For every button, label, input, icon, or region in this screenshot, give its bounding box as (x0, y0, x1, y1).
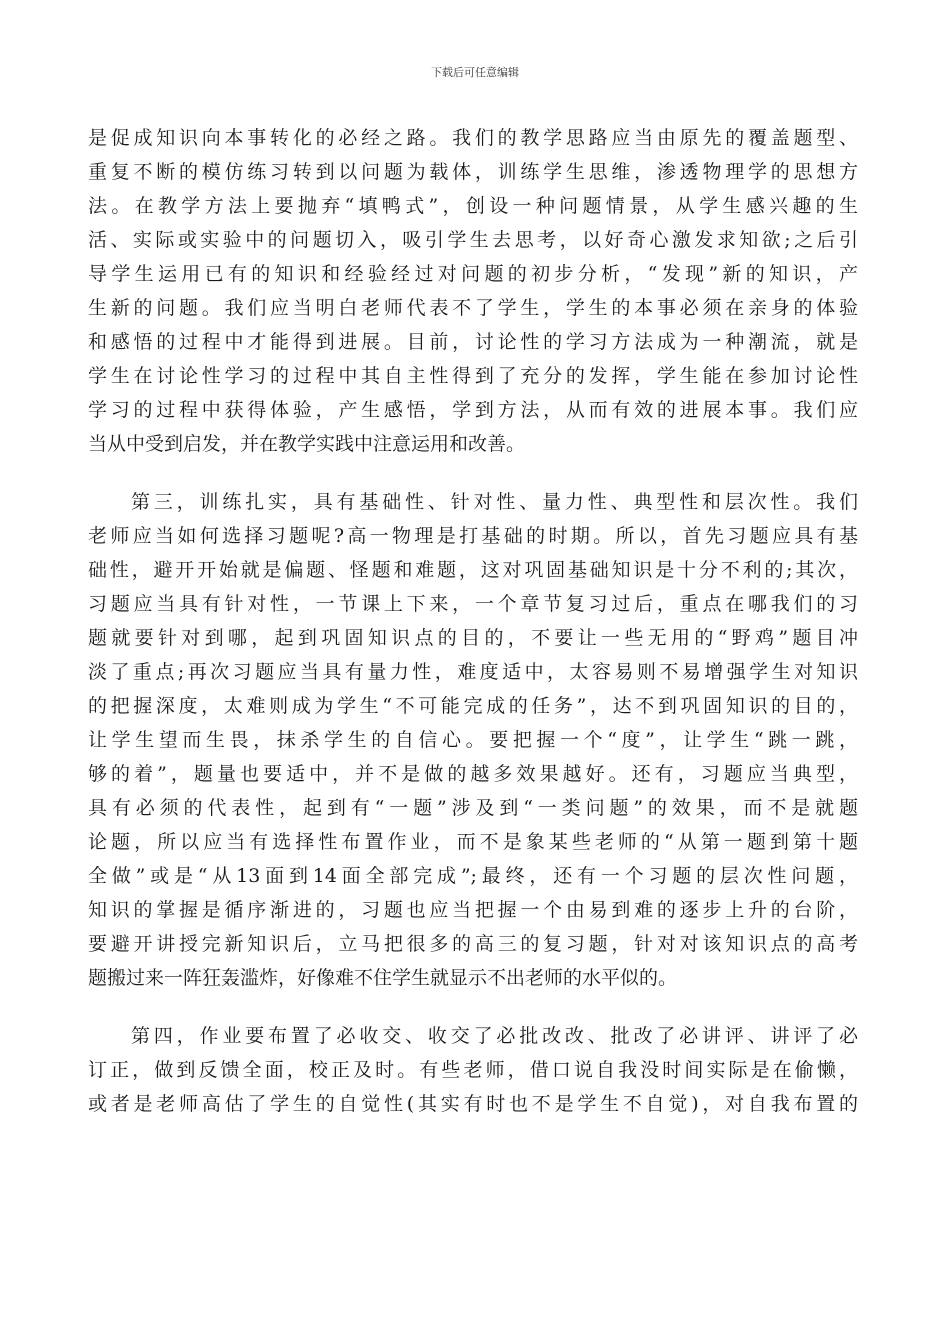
paragraph-3 (88, 1019, 858, 1121)
text-line: 题就要针对到哪，起到巩固知识点的目的，不要让一些无用的“野鸡”题目冲 (88, 627, 858, 649)
text-line: 是促成知识向本事转化的必经之路。我们的教学思路应当由原先的覆盖题型、 (88, 127, 858, 149)
text-line: 生新的问题。我们应当明白老师代表不了学生，学生的本事必须在亲身的体验 (88, 297, 858, 319)
text-line: 具有必须的代表性，起到有“一题”涉及到“一类问题”的效果，而不是就题 (88, 797, 858, 819)
text-line: 题搬过来一阵狂轰滥炸，好像难不住学生就显示不出老师的水平似的。 (88, 967, 678, 989)
text-line: 活、实际或实验中的问题切入，吸引学生去思考，以好奇心激发求知欲;之后引 (88, 229, 858, 251)
text-line: 够的着”，题量也要适中，并不是做的越多效果越好。还有，习题应当典型， (88, 763, 858, 785)
text-line: 订正，做到反馈全面，校正及时。有些老师，借口说自我没时间实际是在偷懒， (88, 1059, 858, 1081)
paragraph-gap (88, 995, 858, 1019)
document-body (88, 121, 858, 1121)
text-line: 第三，训练扎实，具有基础性、针对性、量力性、典型性和层次性。我们 (131, 491, 858, 513)
text-line: 淡了重点;再次习题应当具有量力性，难度适中，太容易则不易增强学生对知识 (88, 661, 858, 683)
text-line: 第四，作业要布置了必收交、收交了必批改改、批改了必讲评、讲评了必 (131, 1025, 858, 1047)
paragraph-1 (88, 121, 858, 461)
page-header: 下载后可任意编辑 (431, 66, 519, 79)
text-line: 法。在教学方法上要抛弃“填鸭式”，创设一种问题情景，从学生感兴趣的生 (88, 195, 858, 217)
text-line: 论题，所以应当有选择性布置作业，而不是象某些老师的“从第一题到第十题 (88, 831, 858, 853)
text-line: 让学生望而生畏，抹杀学生的自信心。要把握一个“度”，让学生“跳一跳， (88, 729, 858, 751)
text-line: 学生在讨论性学习的过程中其自主性得到了充分的发挥，学生能在参加讨论性 (88, 365, 858, 387)
text-line: 当从中受到启发，并在教学实践中注意运用和改善。 (88, 433, 526, 455)
text-line: 老师应当如何选择习题呢?高一物理是打基础的时期。所以，首先习题应具有基 (88, 525, 858, 547)
text-line: 的把握深度，太难则成为学生“不可能完成的任务”，达不到巩固知识的目的， (88, 695, 858, 717)
text-line: 习题应当具有针对性，一节课上下来，一个章节复习过后，重点在哪我们的习 (88, 593, 858, 615)
text-line: 学习的过程中获得体验，产生感悟，学到方法，从而有效的进展本事。我们应 (88, 399, 858, 421)
text-line: 和感悟的过程中才能得到进展。目前，讨论性的学习方法成为一种潮流，就是 (88, 331, 858, 353)
text-line: 全做”或是“从13面到14面全部完成”;最终，还有一个习题的层次性问题， (88, 865, 858, 887)
text-line: 础性，避开开始就是偏题、怪题和难题，这对巩固基础知识是十分不利的;其次， (88, 559, 858, 581)
text-line: 知识的掌握是循序渐进的，习题也应当把握一个由易到难的逐步上升的台阶， (88, 899, 858, 921)
text-line: 或者是老师高估了学生的自觉性(其实有时也不是学生不自觉)，对自我布置的 (88, 1093, 858, 1115)
text-line: 重复不断的模仿练习转到以问题为载体，训练学生思维，渗透物理学的思想方 (88, 161, 858, 183)
paragraph-2 (88, 485, 858, 995)
text-line: 要避开讲授完新知识后，立马把很多的高三的复习题，针对对该知识点的高考 (88, 933, 858, 955)
text-line: 导学生运用已有的知识和经验经过对问题的初步分析，“发现”新的知识，产 (88, 263, 858, 285)
paragraph-gap (88, 461, 858, 485)
